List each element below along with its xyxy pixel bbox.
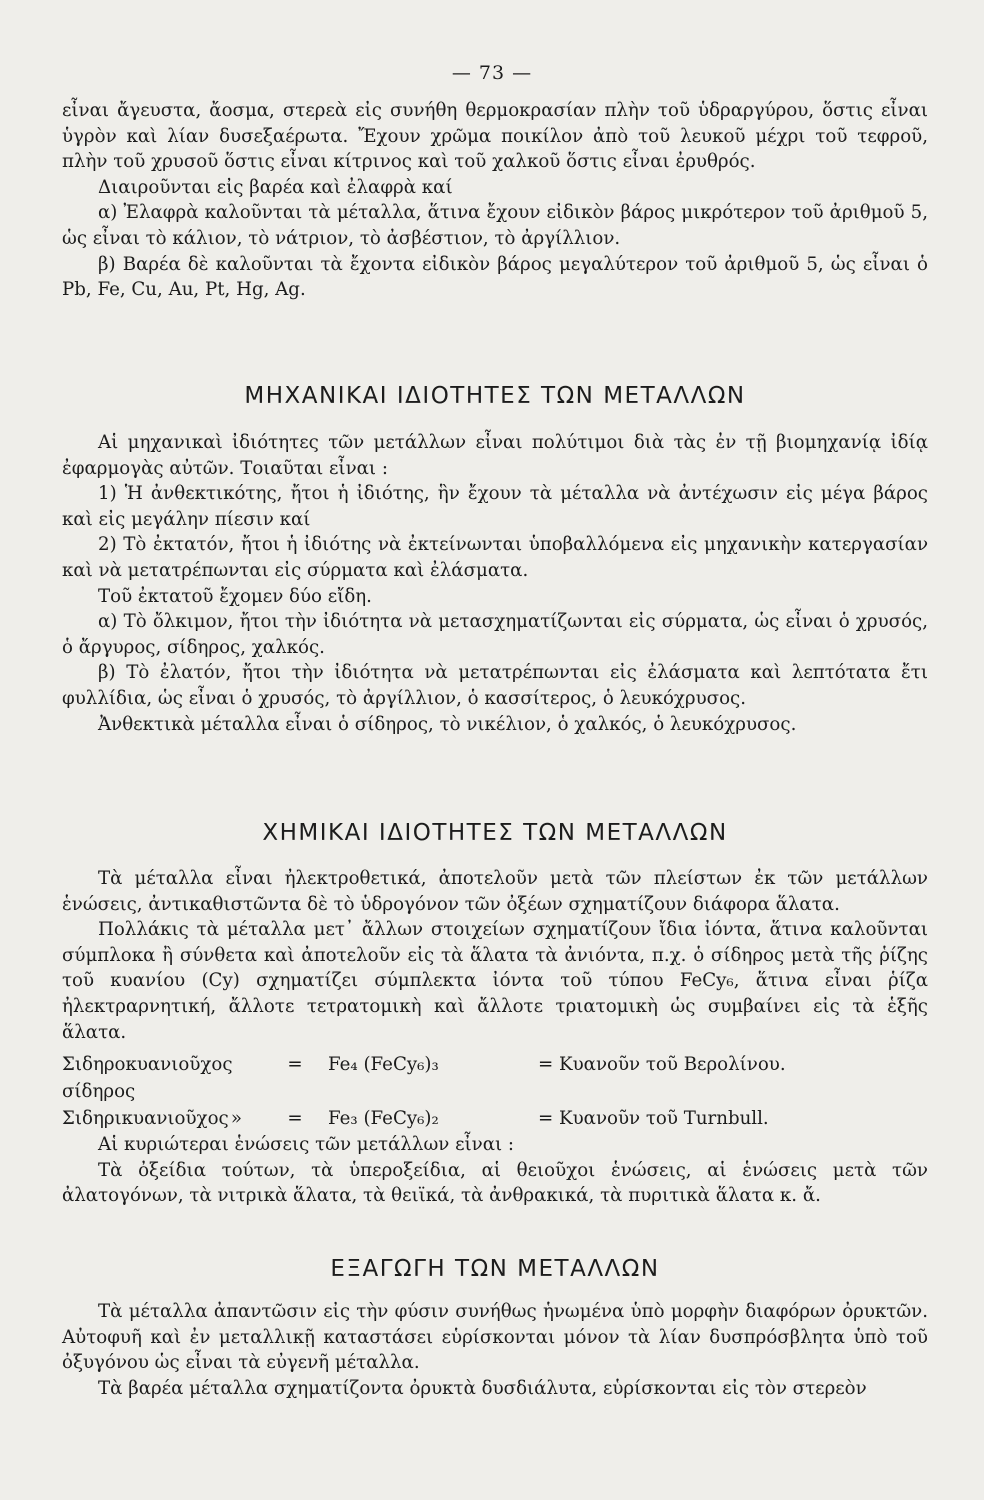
- paragraph: α) Ἐλαφρὰ καλοῦνται τὰ μέταλλα, ἅτινα ἔχουν εἰδικὸν βάρος μικρότερον τοῦ ἀριθμοῦ 5, ὡς εἶναι τὸ κάλιον, τὸ νάτριον, τὸ ἀσβέστιον, τὸ ἀργίλλιον.: [62, 202, 928, 249]
- paragraph: εἶναι ἄγευστα, ἄοσμα, στερεὰ εἰς συνήθη θερμοκρασίαν πλὴν τοῦ ὑδραργύρου, ὅστις εἶναι ὑγρὸν καὶ λίαν δυσεξαέρωτα. Ἔχουν χρῶμα ποικίλον ἀπὸ τοῦ λευκοῦ μέχρι τοῦ τεφροῦ, πλὴν τοῦ χρυσοῦ ὅστις εἶναι κίτρινος καὶ τοῦ χαλκοῦ ὅστις εἶναι ἐρυθρός.: [62, 100, 928, 173]
- equation-row: [62, 1051, 928, 1105]
- ditto-mark: »: [230, 1108, 242, 1130]
- paragraph: Τὰ μέταλλα ἀπαντῶσιν εἰς τὴν φύσιν συνήθως ἡνωμένα ὑπὸ μορφὴν διαφόρων ὀρυκτῶν. Αὐτοφυῆ καὶ ἐν μεταλλικῇ καταστάσει εὑρίσκονται μόνον τὰ λίαν δυσπρόσβλητα ὑπὸ τοῦ ὀξυγόνου ὡς εἶναι τὰ εὐγενῆ μέταλλα.: [62, 1301, 928, 1374]
- paragraph: 1) Ἡ ἀνθεκτικότης, ἤτοι ἡ ἰδιότης, ἣν ἔχουν τὰ μέταλλα νὰ ἀντέχωσιν εἰς μέγα βάρος καὶ εἰς μεγάλην πίεσιν καί: [62, 483, 928, 530]
- section-heading-chemical: ΧΗΜΙΚΑΙ ΙΔΙΟΤΗΤΕΣ ΤΩΝ ΜΕΤΑΛΛΩΝ: [262, 820, 728, 846]
- compound-name: Σιδηρικυανιοῦχος: [62, 1108, 229, 1130]
- paragraph: Πολλάκις τὰ μέταλλα μετ᾿ ἄλλων στοιχείων σχηματίζουν ἴδια ἰόντα, ἅτινα καλοῦνται σύμπλοκα ἢ σύνθετα καὶ ἀποτελοῦν εἰς τὰ ἅλατα τὰ ἀνιόντα, π.χ. ὁ σίδηρος μετὰ τῆς ῥίζης τοῦ κυανίου (Cy) σχηματίζει σύμπλεκτα ἰόντα τοῦ τύπου FeCy₆, ἅτινα εἶναι ῥίζα ἠλεκτραρνητική, ἄλλοτε τετρατομικὴ καὶ ἄλλοτε τριατομικὴ ὡς συμβαίνει εἰς τὰ ἑξῆς ἅλατα.: [62, 919, 928, 1043]
- compound-name: Σιδηροκυανιοῦχος σίδηρος: [62, 1054, 233, 1103]
- paragraph: α) Τὸ ὄλκιμον, ἤτοι τὴν ἰδιότητα νὰ μετασχηματίζωνται εἰς σύρματα, ὡς εἶναι ὁ χρυσός, ὁ ἄργυρος, σίδηρος, χαλκός.: [62, 611, 928, 658]
- paragraph: Ἀνθεκτικὰ μέταλλα εἶναι ὁ σίδηρος, τὸ νικέλιον, ὁ χαλκός, ὁ λευκόχρυσος.: [98, 713, 797, 735]
- compound-result: = Κυανοῦν τοῦ Βερολίνου.: [538, 1054, 786, 1076]
- section-heading-extraction: ΕΞΑΓΩΓΗ ΤΩΝ ΜΕΤΑΛΛΩΝ: [330, 1256, 660, 1282]
- formula: Fe₃ (FeCy₆)₂: [328, 1108, 439, 1130]
- paragraph: Τὰ βαρέα μέταλλα σχηματίζοντα ὀρυκτὰ δυσδιάλυτα, εὑρίσκονται εἰς τὸν στερεὸν: [98, 1377, 867, 1399]
- compound-result: = Κυανοῦν τοῦ Turnbull.: [538, 1108, 769, 1130]
- paragraph: Τὰ μέταλλα εἶναι ἠλεκτροθετικά, ἀποτελοῦν μετὰ τῶν πλείστων ἐκ τῶν μετάλλων ἑνώσεις, ἀντικαθιστῶντα δὲ τὸ ὑδρογόνον τῶν ὀξέων σχηματίζουν διάφορα ἅλατα.: [62, 868, 928, 915]
- paragraph: 2) Τὸ ἐκτατόν, ἤτοι ἡ ἰδιότης νὰ ἐκτείνωνται ὑποβαλλόμενα εἰς μηχανικὴν κατεργασίαν καὶ νὰ μετατρέπωνται εἰς σύρματα καὶ ἐλάσματα.: [62, 534, 928, 581]
- extraction-section: [62, 1299, 928, 1401]
- equation-row: [62, 1105, 928, 1132]
- intro-section: [62, 98, 928, 303]
- paragraph: Τοῦ ἐκτατοῦ ἔχομεν δύο εἴδη.: [98, 585, 372, 607]
- paragraph: β) Τὸ ἐλατόν, ἤτοι τὴν ἰδιότητα νὰ μετατρέπωνται εἰς ἐλάσματα καὶ λεπτότατα ἔτι φυλλίδια, ὡς εἶναι ὁ χρυσός, τὸ ἀργίλλιον, ὁ κασσίτερος, ὁ λευκόχρυσος.: [62, 662, 928, 709]
- equals-sign: =: [287, 1108, 303, 1130]
- paragraph: Αἱ κυριώτεραι ἑνώσεις τῶν μετάλλων εἶναι :: [98, 1134, 515, 1156]
- paragraph: β) Βαρέα δὲ καλοῦνται τὰ ἔχοντα εἰδικὸν βάρος μεγαλύτερον τοῦ ἀριθμοῦ 5, ὡς εἶναι ὁ Pb, Fe, Cu, Au, Pt, Hg, Ag.: [62, 253, 928, 301]
- section-heading-mechanical: ΜΗΧΑΝΙΚΑΙ ΙΔΙΟΤΗΤΕΣ ΤΩΝ ΜΕΤΑΛΛΩΝ: [244, 383, 746, 409]
- paragraph: Τὰ ὀξείδια τούτων, τὰ ὑπεροξείδια, αἱ θειοῦχοι ἑνώσεις, αἱ ἑνώσεις μετὰ τῶν ἀλατογόνων, τὰ νιτρικὰ ἅλατα, τὰ θειϊκά, τὰ ἀνθρακικά, τὰ πυριτικὰ ἅλατα κ. ἄ.: [62, 1159, 928, 1207]
- mechanical-section: [62, 430, 928, 737]
- formula: Fe₄ (FeCy₆)₃: [328, 1054, 439, 1076]
- page-number: — 73 —: [451, 62, 533, 84]
- equals-sign: =: [287, 1054, 303, 1076]
- paragraph: Διαιροῦνται εἰς βαρέα καὶ ἐλαφρὰ καί: [98, 176, 453, 198]
- chemical-section: [62, 866, 928, 1209]
- paragraph: Αἱ μηχανικαὶ ἰδιότητες τῶν μετάλλων εἶναι πολύτιμοι διὰ τὰς ἐν τῇ βιομηχανίᾳ ἰδίᾳ ἐφαρμογὰς αὐτῶν. Τοιαῦται εἶναι :: [62, 432, 928, 479]
